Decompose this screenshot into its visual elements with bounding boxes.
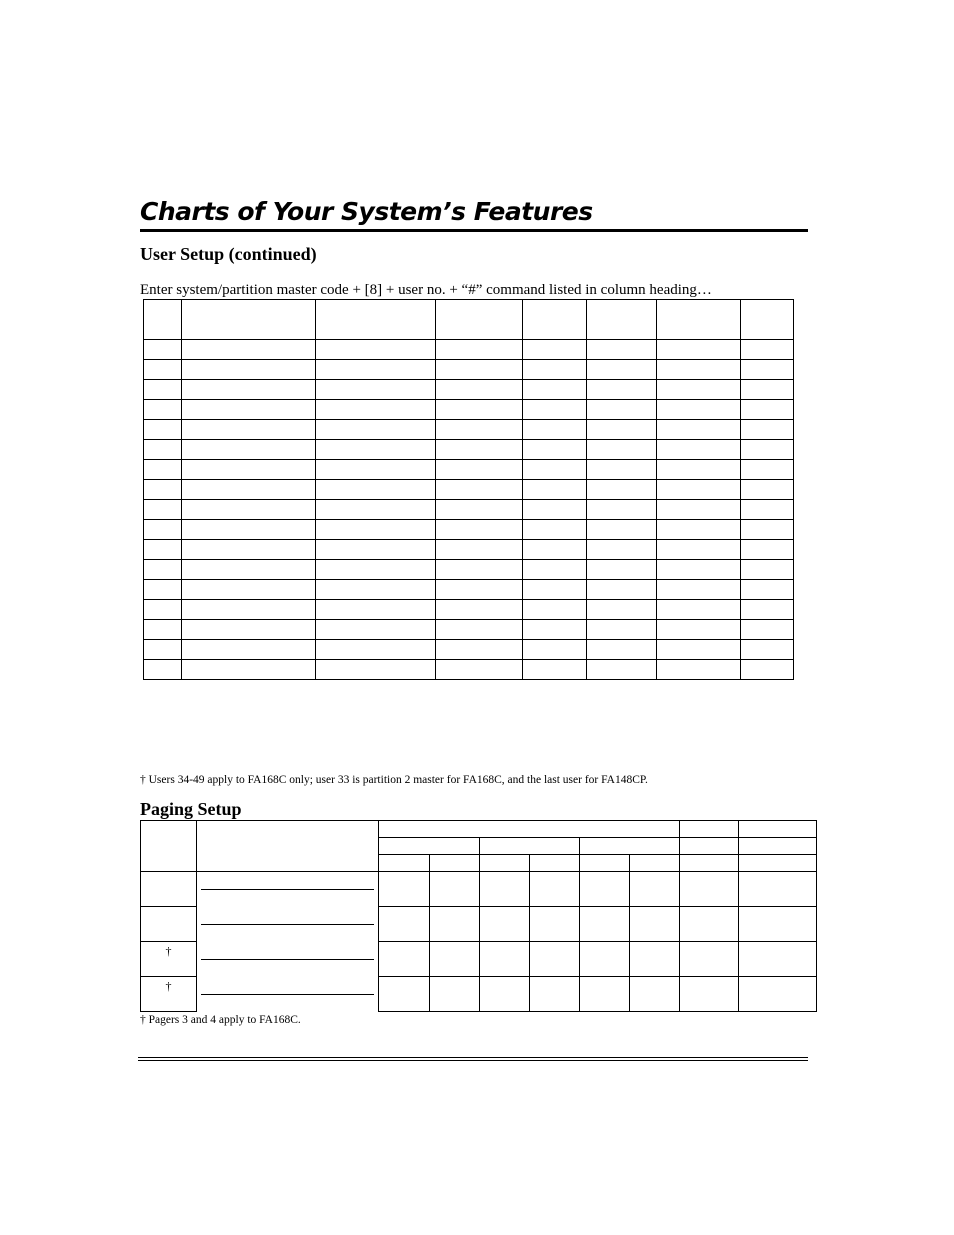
user-table-cell [657,340,741,360]
user-table-row [144,420,794,440]
pager-option-cell [480,872,530,907]
user-table-cell [144,340,182,360]
user-table-cell [741,540,794,560]
user-table-cell [523,440,587,460]
user-table-cell [436,660,523,680]
user-table-cell [144,460,182,480]
user-table-cell [523,400,587,420]
user-table-cell [182,640,316,660]
user-table-row [144,360,794,380]
user-table-cell [587,480,657,500]
user-table-cell [182,520,316,540]
user-table-cell [523,480,587,500]
pager-option-cell [480,977,530,1012]
user-table-cell [182,360,316,380]
user-table-cell [436,580,523,600]
user-table-cell [657,520,741,540]
user-table-cell [182,580,316,600]
user-table-row [144,380,794,400]
paging-header-cell [680,855,739,872]
pager-name-cell [197,942,379,977]
user-table-cell [316,580,436,600]
user-table-cell [657,580,741,600]
write-in-line [201,959,374,960]
user-table-cell [182,560,316,580]
user-table-cell [316,480,436,500]
pager-option-cell [630,977,680,1012]
paging-header-cell [530,855,580,872]
pager-option-cell [680,942,739,977]
pager-number-cell: † [141,942,197,977]
user-table-cell [587,440,657,460]
user-table-cell [316,380,436,400]
user-table-cell [144,600,182,620]
page-title: Charts of Your System’s Features [140,197,593,226]
user-table-cell [144,560,182,580]
user-table-cell [523,640,587,660]
user-table-cell [657,660,741,680]
pager-row [141,942,817,977]
write-in-line [201,889,374,890]
user-table-row [144,520,794,540]
user-table-cell [182,340,316,360]
user-table-cell [523,300,587,340]
paging-header-cell [197,821,379,872]
user-table-cell [587,560,657,580]
user-table-row [144,620,794,640]
user-table-cell [523,620,587,640]
user-table-cell [657,300,741,340]
user-table-cell [182,300,316,340]
write-in-line [201,994,374,995]
user-table-cell [523,540,587,560]
user-table-cell [657,440,741,460]
user-setup-table [143,299,794,680]
pager-option-cell [530,907,580,942]
user-table-cell [523,520,587,540]
user-table-cell [436,440,523,460]
user-table-cell [316,460,436,480]
paging-header-cell [739,821,817,838]
pager-option-cell [480,942,530,977]
user-table-cell [657,400,741,420]
user-table-row [144,500,794,520]
pager-name-cell [197,977,379,1012]
user-table-cell [436,500,523,520]
paging-header-cell [430,855,480,872]
pager-option-cell [680,872,739,907]
paging-header-cell [379,855,430,872]
pager-option-cell [379,872,430,907]
paging-header-cell [580,838,680,855]
user-table-cell [523,420,587,440]
pager-option-cell [530,872,580,907]
user-table-cell [587,380,657,400]
user-table-cell [436,480,523,500]
user-table-row [144,340,794,360]
user-table-row [144,600,794,620]
user-setup-instruction: Enter system/partition master code + [8] + user no. + “#” command listed in column heading… [140,282,712,298]
user-table-cell [436,620,523,640]
user-table-header-row [144,300,794,340]
paging-header-cell [379,821,680,838]
user-table-cell [436,420,523,440]
paging-header-cell [739,855,817,872]
user-table-cell [316,340,436,360]
pager-option-cell [580,907,630,942]
pager-option-cell [530,977,580,1012]
user-table-cell [657,600,741,620]
user-table-cell [657,620,741,640]
paging-setup-heading: Paging Setup [140,799,242,819]
user-table-cell [144,620,182,640]
user-table-cell [587,420,657,440]
pager-option-cell [379,907,430,942]
user-table-cell [182,400,316,420]
user-table-cell [436,520,523,540]
pager-name-cell [197,907,379,942]
pager-option-cell [680,977,739,1012]
bottom-rule [138,1060,808,1061]
user-table-cell [657,360,741,380]
pager-option-cell [739,977,817,1012]
pager-name-cell [197,872,379,907]
pager-option-cell [530,942,580,977]
user-table-cell [523,560,587,580]
user-table-cell [436,640,523,660]
paging-header-cell [630,855,680,872]
user-table-cell [436,340,523,360]
user-table-cell [587,340,657,360]
user-table-cell [182,460,316,480]
paging-header-cell [680,838,739,855]
user-table-cell [657,560,741,580]
user-table-cell [144,500,182,520]
paging-header-cell [680,821,739,838]
user-table-cell [144,380,182,400]
user-table-cell [144,540,182,560]
user-table-cell [741,440,794,460]
user-table-cell [741,400,794,420]
user-table-cell [741,660,794,680]
user-table-cell [316,360,436,380]
user-table-cell [587,460,657,480]
paging-header-cell [580,855,630,872]
user-table-cell [316,520,436,540]
pager-option-cell [739,872,817,907]
user-table-cell [436,540,523,560]
user-table-row [144,660,794,680]
user-table-cell [316,420,436,440]
user-table-cell [523,600,587,620]
pager-option-cell [580,872,630,907]
user-table-cell [316,400,436,420]
user-table-cell [523,360,587,380]
user-table-cell [182,600,316,620]
pager-number-cell [141,907,197,942]
user-table-cell [182,380,316,400]
user-table-cell [144,400,182,420]
paging-header-cell [739,838,817,855]
paging-setup-table [140,820,817,1012]
user-table-cell [587,500,657,520]
pager-option-cell [580,977,630,1012]
user-table-cell [741,520,794,540]
user-table-cell [587,520,657,540]
user-table-cell [587,360,657,380]
pager-option-cell [379,977,430,1012]
user-table-cell [657,540,741,560]
user-table-cell [741,580,794,600]
user-table-cell [316,560,436,580]
user-table-cell [741,560,794,580]
user-table-cell [741,480,794,500]
user-table-cell [523,500,587,520]
user-table-cell [316,500,436,520]
pager-option-cell [580,942,630,977]
user-table-cell [741,500,794,520]
pager-option-cell [430,872,480,907]
user-table-cell [436,600,523,620]
user-table-cell [182,620,316,640]
title-rule [140,229,808,232]
user-table-cell [316,540,436,560]
user-table-cell [741,300,794,340]
user-table-row [144,460,794,480]
user-table-cell [657,460,741,480]
user-table-cell [741,620,794,640]
pager-option-cell [630,907,680,942]
write-in-line [201,924,374,925]
user-table-cell [182,540,316,560]
user-table-cell [657,380,741,400]
user-table-cell [436,460,523,480]
user-table-cell [182,500,316,520]
user-setup-footnote: † Users 34-49 apply to FA168C only; user 33 is partition 2 master for FA168C, and the last user for FA148CP. [140,774,648,786]
pager-option-cell [430,907,480,942]
user-table-cell [182,660,316,680]
paging-header-cell [379,838,480,855]
user-table-cell [144,420,182,440]
user-table-cell [144,660,182,680]
user-table-cell [587,660,657,680]
user-table-row [144,560,794,580]
user-table-cell [587,620,657,640]
pager-row [141,977,817,1012]
pager-number-cell: † [141,977,197,1012]
user-table-cell [436,360,523,380]
user-table-row [144,540,794,560]
user-table-cell [144,300,182,340]
user-table-cell [436,400,523,420]
user-table-cell [741,340,794,360]
pager-option-cell [430,942,480,977]
user-table-cell [182,440,316,460]
user-table-cell [741,420,794,440]
paging-setup-footnote: † Pagers 3 and 4 apply to FA168C. [140,1014,301,1026]
user-table-cell [741,460,794,480]
pager-row [141,907,817,942]
user-table-cell [657,420,741,440]
pager-option-cell [379,942,430,977]
user-table-cell [144,480,182,500]
user-table-cell [741,380,794,400]
user-setup-heading: User Setup (continued) [140,244,317,264]
pager-row [141,872,817,907]
user-table-cell [182,420,316,440]
user-table-cell [182,480,316,500]
user-table-cell [316,440,436,460]
paging-header-cell [141,821,197,872]
user-table-cell [587,540,657,560]
pager-option-cell [630,942,680,977]
user-table-cell [316,640,436,660]
user-table-cell [741,360,794,380]
paging-header-cell [480,838,580,855]
user-table-cell [523,460,587,480]
user-table-cell [587,580,657,600]
user-table-cell [741,600,794,620]
pager-option-cell [739,942,817,977]
user-table-cell [587,300,657,340]
user-table-cell [741,640,794,660]
user-table-cell [657,480,741,500]
user-table-row [144,480,794,500]
user-table-cell [316,620,436,640]
user-table-cell [657,640,741,660]
user-table-cell [316,600,436,620]
user-table-cell [657,500,741,520]
user-table-cell [587,600,657,620]
user-table-cell [523,580,587,600]
pager-option-cell [430,977,480,1012]
user-table-cell [436,380,523,400]
bottom-rule [138,1057,808,1058]
pager-option-cell [480,907,530,942]
user-table-cell [144,520,182,540]
user-table-cell [316,660,436,680]
user-table-cell [144,440,182,460]
user-table-cell [523,660,587,680]
user-table-cell [587,400,657,420]
user-table-row [144,580,794,600]
user-table-cell [144,360,182,380]
pager-number-cell [141,872,197,907]
user-table-cell [144,640,182,660]
user-table-cell [523,380,587,400]
pager-option-cell [739,907,817,942]
user-table-row [144,440,794,460]
paging-header-cell [480,855,530,872]
user-table-cell [523,340,587,360]
user-table-cell [587,640,657,660]
pager-option-cell [680,907,739,942]
pager-option-cell [630,872,680,907]
user-table-row [144,400,794,420]
user-table-cell [436,560,523,580]
user-table-cell [436,300,523,340]
user-table-cell [316,300,436,340]
user-table-cell [144,580,182,600]
user-table-row [144,640,794,660]
